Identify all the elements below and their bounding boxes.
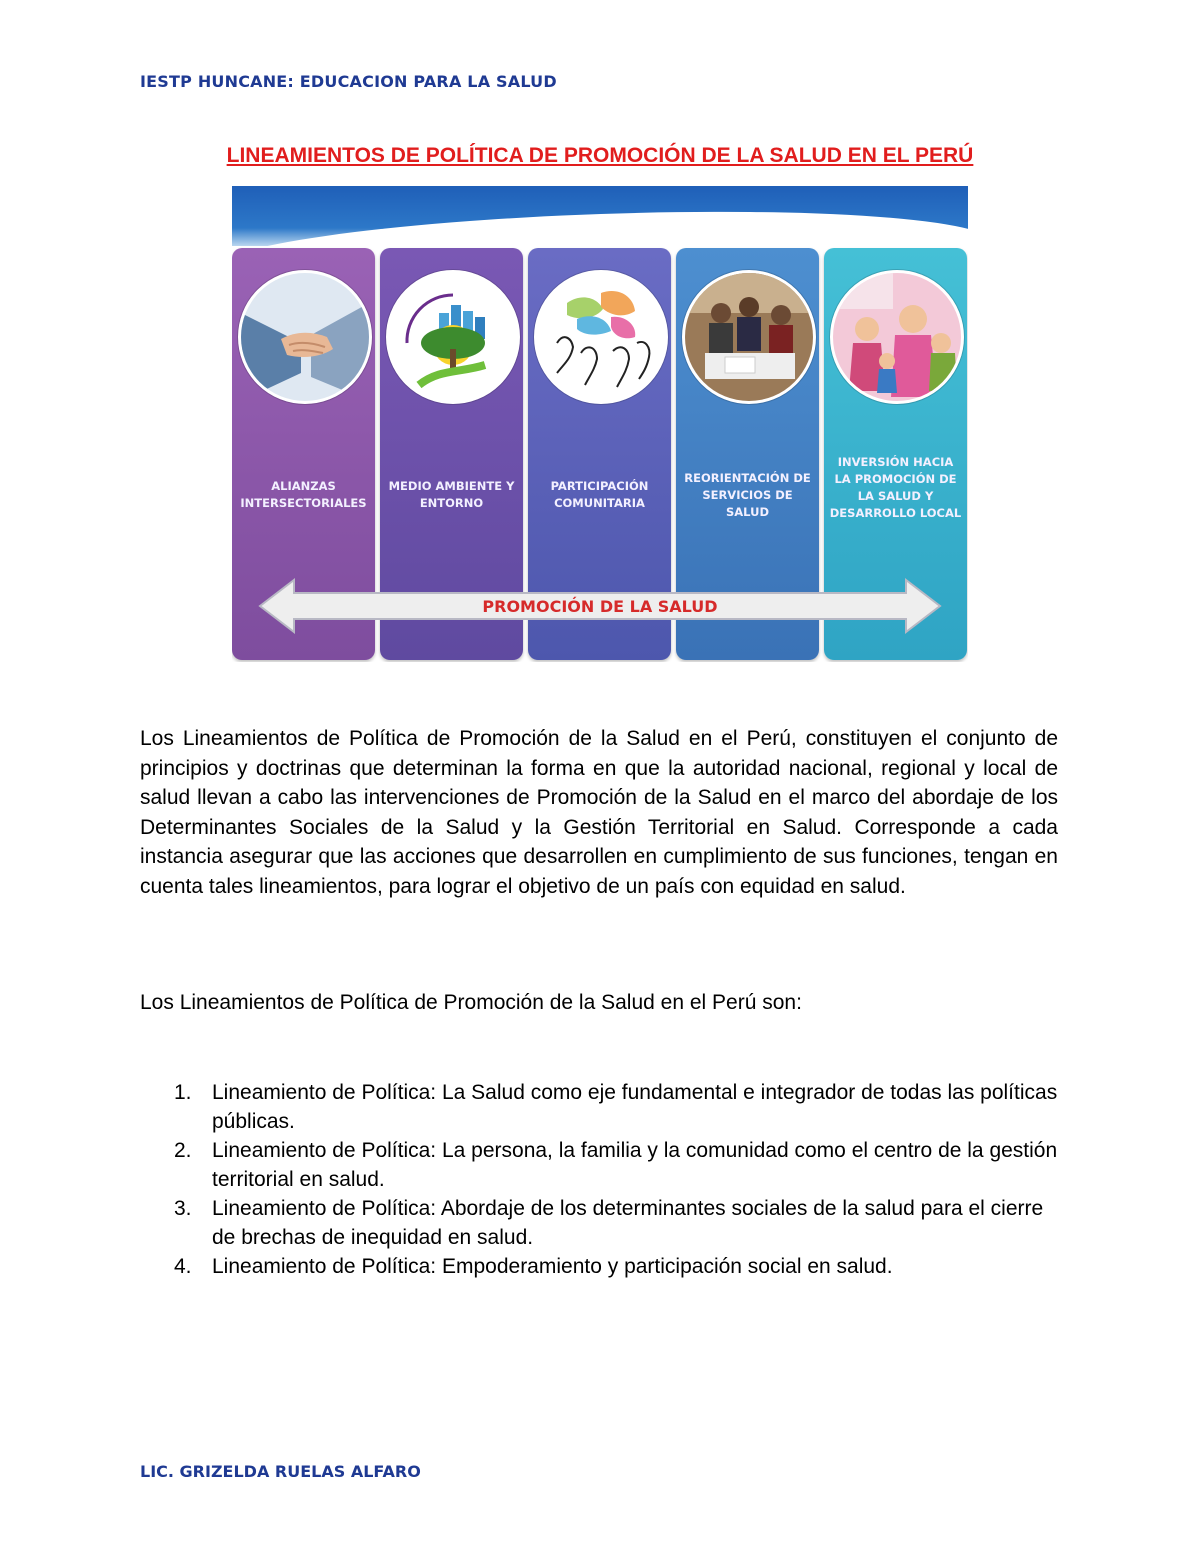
list-intro: Los Lineamientos de Política de Promoción de la Salud en el Perú son: (140, 991, 802, 1014)
panel-label: PARTICIPACIÓN COMUNITARIA (550, 479, 649, 510)
list-item (140, 1194, 1058, 1252)
list-text: Lineamiento de Política: Empoderamiento y participación social en salud. (212, 1255, 893, 1278)
families-image (830, 270, 964, 404)
list-text: Lineamiento de Política: La persona, la familia y la comunidad como el centro de la gestión territorial en salud. (212, 1139, 1058, 1191)
list-number: 3. (174, 1197, 192, 1220)
guidelines-list (140, 1078, 1058, 1281)
list-item (140, 1136, 1058, 1194)
page-header: IESTP HUNCANE: EDUCACION PARA LA SALUD (140, 72, 557, 91)
list-item (140, 1078, 1058, 1136)
list-text: Lineamiento de Política: Abordaje de los determinantes sociales de la salud para el cierre de brechas de inequidad en salud. (212, 1197, 1044, 1249)
list-item (140, 1252, 1058, 1281)
list-number: 4. (174, 1255, 192, 1278)
page-footer: LIC. GRIZELDA RUELAS ALFARO (140, 1462, 421, 1481)
panel-label: MEDIO AMBIENTE Y ENTORNO (388, 479, 515, 510)
arrow-label: PROMOCIÓN DE LA SALUD (482, 597, 718, 616)
community-faces-image (534, 270, 668, 404)
list-number: 1. (174, 1081, 192, 1104)
panel-label: INVERSIÓN HACIA LA PROMOCIÓN DE LA SALUD Y DESARROLLO LOCAL (829, 455, 962, 520)
health-workers-image (682, 270, 816, 404)
list-number: 2. (174, 1139, 192, 1162)
panel-label: ALIANZAS INTERSECTORIALES (240, 479, 367, 510)
promotion-diagram (232, 186, 968, 662)
list-text: Lineamiento de Política: La Salud como eje fundamental e integrador de todas las políticas públicas. (212, 1081, 1058, 1133)
document-title: LINEAMIENTOS DE POLÍTICA DE PROMOCIÓN DE LA SALUD EN EL PERÚ (226, 144, 974, 167)
panel-label: REORIENTACIÓN DE SERVICIOS DE SALUD (684, 471, 811, 519)
healthy-cities-logo (386, 270, 520, 404)
handshake-image (238, 270, 372, 404)
body-paragraph: Los Lineamientos de Política de Promoción de la Salud en el Perú, constituyen el conjunto de principios y doctrinas que determinan la forma en que la autoridad nacional, regional y local de salud llevan a cabo las intervenciones de Promoción de la Salud en el marco del abordaje de los Determinantes Sociales de la Salud y la Gestión Territorial en Salud. Corresponde a cada instancia asegurar que las acciones que desarrollen en cumplimiento de sus funciones, tengan en cuenta tales lineamientos, para lograr el objetivo de un país con equidad en salud. (140, 727, 1058, 898)
